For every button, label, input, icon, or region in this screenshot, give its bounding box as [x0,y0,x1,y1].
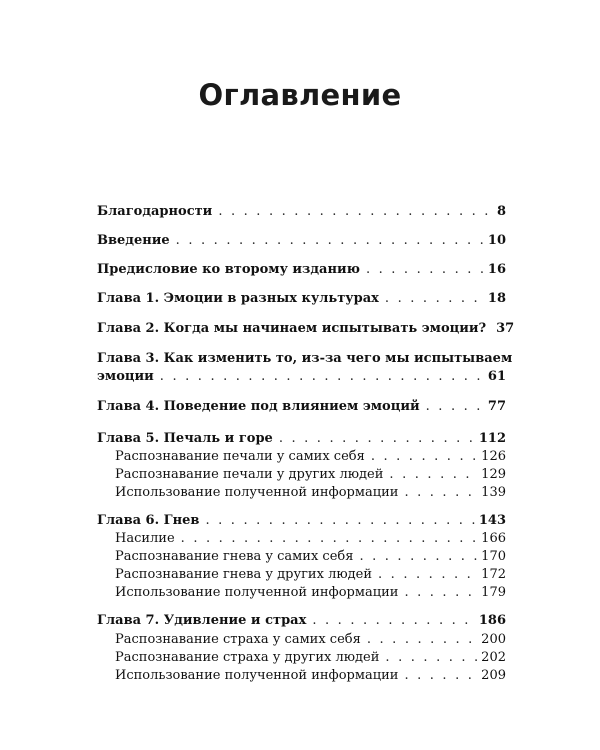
toc-subentry[interactable] [115,530,506,547]
toc-entry-chapter-2[interactable] [97,320,515,337]
toc-entry-chapter-7[interactable] [97,612,506,629]
dot-leader [385,649,477,666]
toc-subentry[interactable] [115,631,506,648]
toc-entry-label: Использование полученной информации [115,668,399,683]
toc-entry-page: 129 [481,467,506,482]
table-of-contents [97,0,515,750]
toc-entry-page: 186 [478,613,506,628]
toc-entry-label: Введение [97,233,170,248]
toc-entry-page: 10 [487,233,506,248]
toc-entry-label: Распознавание печали у самих себя [115,449,365,464]
toc-entry-chapter-3-line-1[interactable]: Глава 3. Как изменить то, из-за чего мы испытываем [97,351,513,366]
toc-entry-label: Распознавание гнева у самих себя [115,549,354,564]
dot-leader [404,667,477,684]
toc-entry-label: эмоции [97,369,154,384]
toc-entry-label: Распознавание страха у самих себя [115,632,361,647]
toc-entry-label: Глава 6. Гнев [97,513,200,528]
dot-leader [371,448,477,465]
toc-entry-label: Глава 4. Поведение под влиянием эмоций [97,399,420,414]
dot-leader [378,566,477,583]
toc-entry-page: 170 [481,549,506,564]
toc-subentry[interactable] [115,584,506,601]
dot-leader [385,290,484,307]
toc-subentry[interactable] [115,484,506,501]
dot-leader [359,548,477,565]
toc-entry-label: Глава 7. Удивление и страх [97,613,307,628]
dot-leader [205,512,474,529]
toc-subentry[interactable] [115,466,506,483]
toc-entry-label: Благодарности [97,204,213,219]
dot-leader [366,261,484,278]
toc-entry-page: 16 [487,262,506,277]
toc-subentry[interactable] [115,566,506,583]
toc-entry-label: Использование полученной информации [115,585,399,600]
toc-entry-page: 61 [487,369,506,384]
dot-leader [389,466,477,483]
toc-entry-page: 179 [481,585,506,600]
dot-leader [367,631,477,648]
dot-leader [181,530,478,547]
toc-entry-page: 112 [478,431,506,446]
toc-entry-page: 139 [481,485,506,500]
toc-entry-page: 166 [481,531,506,546]
dot-leader [160,368,484,385]
toc-entry-chapter-4[interactable] [97,398,506,415]
toc-entry-page: 126 [481,449,506,464]
toc-entry-label: Распознавание печали у других людей [115,467,384,482]
toc-entry-page: 18 [487,291,506,306]
toc-entry-page: 143 [478,513,506,528]
toc-entry-chapter-6[interactable] [97,512,506,529]
toc-subentry[interactable] [115,649,506,666]
toc-entry-label: Распознавание гнева у других людей [115,567,373,582]
toc-entry-page: 37 [496,321,515,336]
dot-leader [404,484,477,501]
dot-leader [176,232,484,249]
toc-entry-label: Распознавание страха у других людей [115,650,380,665]
toc-entry-chapter-3[interactable] [97,368,506,385]
toc-entry-label: Предисловие ко второму изданию [97,262,360,277]
toc-entry-page: 209 [481,668,506,683]
toc-entry-introduction[interactable] [97,232,506,249]
toc-entry-page: 77 [487,399,506,414]
dot-leader [404,584,477,601]
toc-subentry[interactable] [115,448,506,465]
toc-entry-page: 8 [496,204,506,219]
toc-entry-page: 200 [481,632,506,647]
toc-entry-acknowledgements[interactable] [97,203,506,220]
toc-entry-label: Глава 1. Эмоции в разных культурах [97,291,379,306]
toc-entry-page: 202 [481,650,506,665]
toc-entry-label: Глава 2. Когда мы начинаем испытывать эмоции? [97,321,487,336]
toc-entry-chapter-1[interactable] [97,290,506,307]
page-title: Оглавление [198,78,402,112]
toc-subentry[interactable] [115,548,506,565]
toc-entry-chapter-5[interactable] [97,430,506,447]
dot-leader [426,398,484,415]
toc-entry-preface[interactable] [97,261,506,278]
toc-entry-label: Глава 5. Печаль и горе [97,431,273,446]
dot-leader [279,430,475,447]
dot-leader [218,203,493,220]
dot-leader [312,612,475,629]
toc-entry-label: Использование полученной информации [115,485,399,500]
toc-entry-page: 172 [481,567,506,582]
toc-subentry[interactable] [115,667,506,684]
toc-entry-label: Насилие [115,531,175,546]
